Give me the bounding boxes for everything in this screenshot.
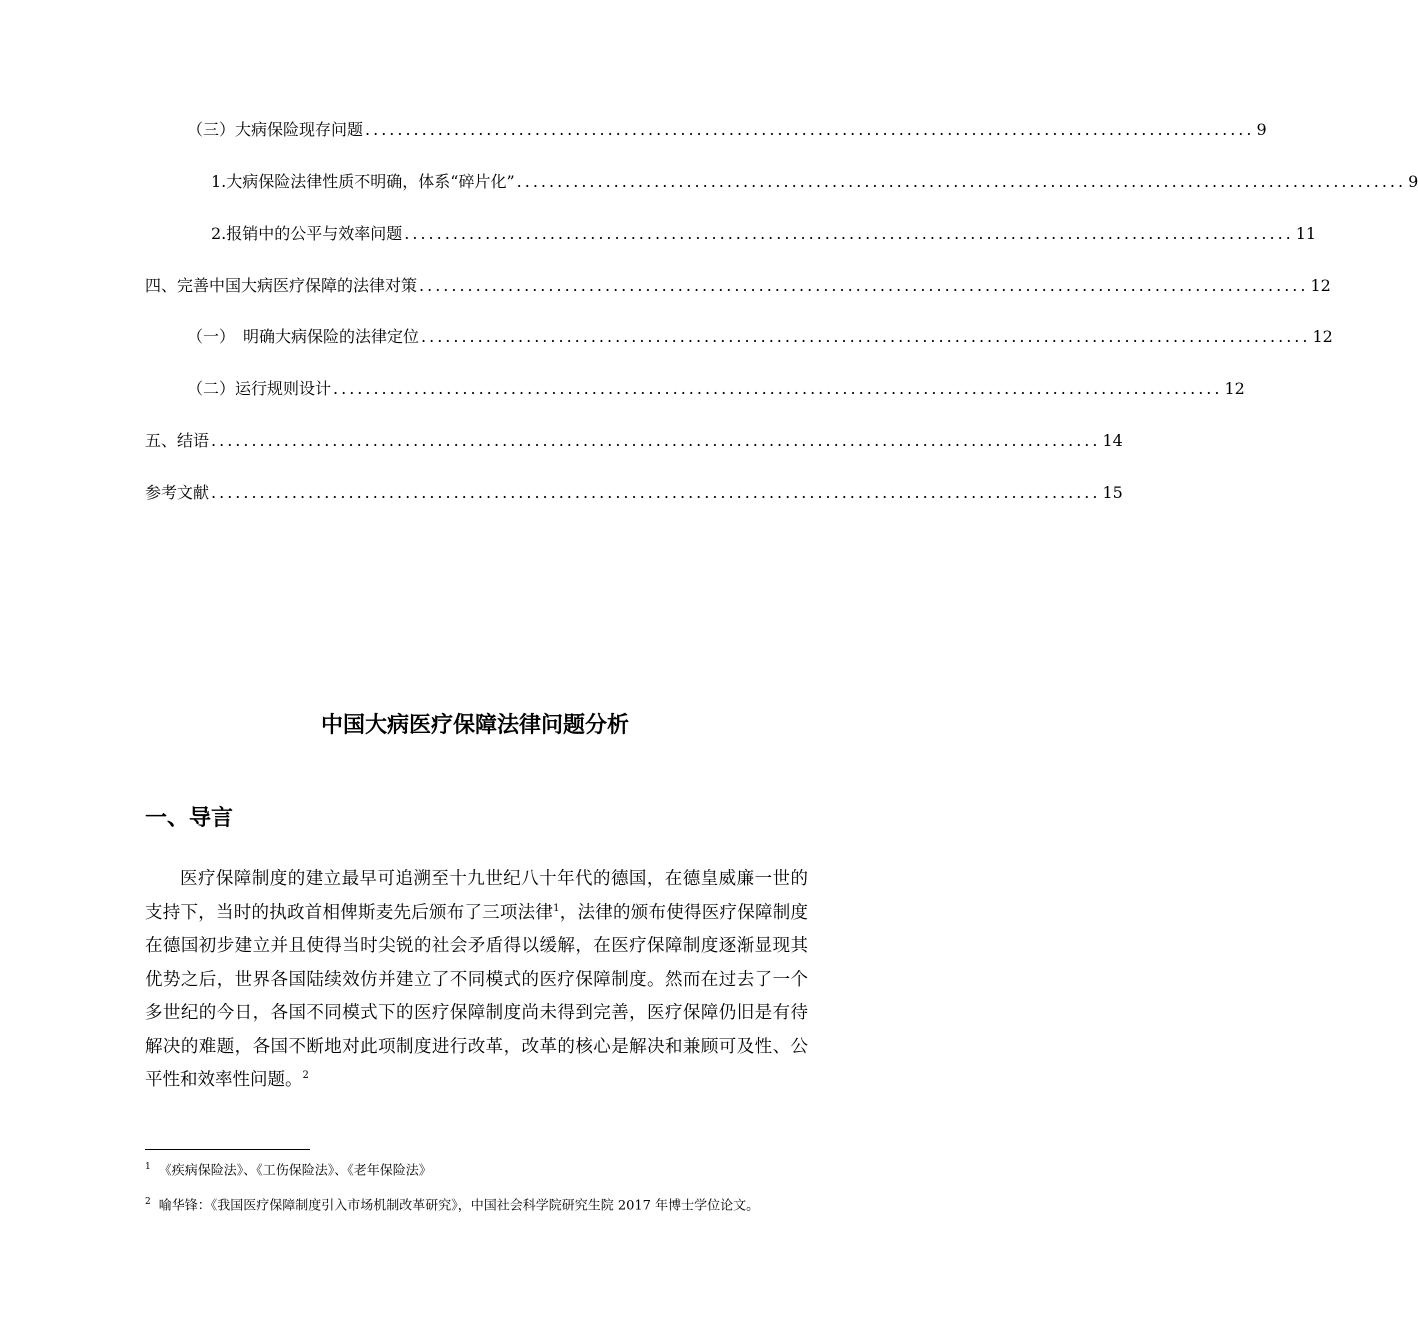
paragraph-text: ，法律的颁布使得医疗保障制度在德国初步建立并且使得当时尖锐的社会矛盾得以缓解，在医疗保障制度逐渐显现其优势之后，世界各国陆续效仿并建立了不同模式的医疗保障制度。然而在过去了一个多世纪的今日，各国不同模式下的医疗保障制度尚未得到完善，医疗保障仍旧是有待解决的难题，各国不断地对此项制度进行改革，改革的核心是解决和兼顾可及性、公平性和效率性问题。: [145, 902, 808, 1090]
toc-entry-page: 12: [1224, 379, 1245, 398]
footnote-mark: 2: [145, 1197, 151, 1207]
paragraph-text: 医疗保障制度的建立最早可追溯至十九世纪八十年代的德国，在德皇威廉一世的支持下，当时的执政首相俾斯麦先后颁布了三项法律: [145, 869, 808, 923]
footnote-ref[interactable]: 1: [553, 902, 560, 914]
toc-entry[interactable]: [211, 172, 1418, 192]
toc-entry[interactable]: [187, 327, 1333, 347]
toc-leader-dots: ..............................................................................................................: [404, 224, 1294, 243]
toc-leader-dots: ..............................................................................................................: [211, 431, 1101, 450]
document-title: 中国大病医疗保障法律问题分析: [320, 713, 629, 738]
toc-entry-page: 9: [1408, 172, 1418, 191]
toc-entry-page: 11: [1295, 224, 1317, 243]
footnote-text: 《疾病保险法》、《工伤保险法》、《老年保险法》: [158, 1163, 432, 1179]
toc-entry-page: 12: [1310, 276, 1331, 295]
toc-leader-dots: ..............................................................................................................: [516, 172, 1407, 191]
toc-entry-label: （一） 明确大病保险的法律定位: [187, 327, 420, 346]
body-paragraph: [145, 863, 808, 1098]
footnote: [145, 1192, 805, 1216]
footnote-ref[interactable]: 2: [302, 1070, 309, 1082]
toc-entry-label: （三）大病保险现存问题: [187, 120, 364, 139]
section-heading: 一、导言: [145, 806, 234, 831]
toc-leader-dots: ..............................................................................................................: [333, 379, 1223, 398]
toc-entry-page: 15: [1102, 483, 1123, 502]
toc-entry[interactable]: [211, 224, 1317, 244]
toc-leader-dots: ..............................................................................................................: [365, 120, 1255, 139]
footnote-divider: [145, 1149, 310, 1150]
toc-entry-label: 四、完善中国大病医疗保障的法律对策: [145, 276, 418, 295]
toc-leader-dots: ..............................................................................................................: [211, 483, 1101, 502]
footnote-text: 喻华锋：《我国医疗保障制度引入市场机制改革研究》，中国社会科学院研究生院 2017 年博士学位论文。: [158, 1198, 760, 1214]
toc-entry[interactable]: [187, 379, 1245, 399]
toc-entry-label: 2.报销中的公平与效率问题: [211, 224, 403, 243]
toc-entry-page: 12: [1312, 327, 1333, 346]
footnote: [145, 1157, 805, 1181]
toc-entry[interactable]: [187, 120, 1267, 140]
footnote-mark: 1: [145, 1162, 151, 1172]
toc-entry-label: （二）运行规则设计: [187, 379, 332, 398]
toc-leader-dots: ..............................................................................................................: [421, 327, 1311, 346]
toc-entry-label: 1.大病保险法律性质不明确，体系“碎片化”: [211, 172, 515, 191]
toc-entry-page: 9: [1256, 120, 1267, 139]
toc-leader-dots: ..............................................................................................................: [419, 276, 1309, 295]
toc-entry[interactable]: [145, 483, 1123, 503]
toc-entry[interactable]: [145, 431, 1123, 451]
toc-entry-page: 14: [1102, 431, 1123, 450]
toc-entry[interactable]: [145, 276, 1331, 296]
toc-entry-label: 五、结语: [145, 431, 210, 450]
toc-entry-label: 参考文献: [145, 483, 210, 502]
